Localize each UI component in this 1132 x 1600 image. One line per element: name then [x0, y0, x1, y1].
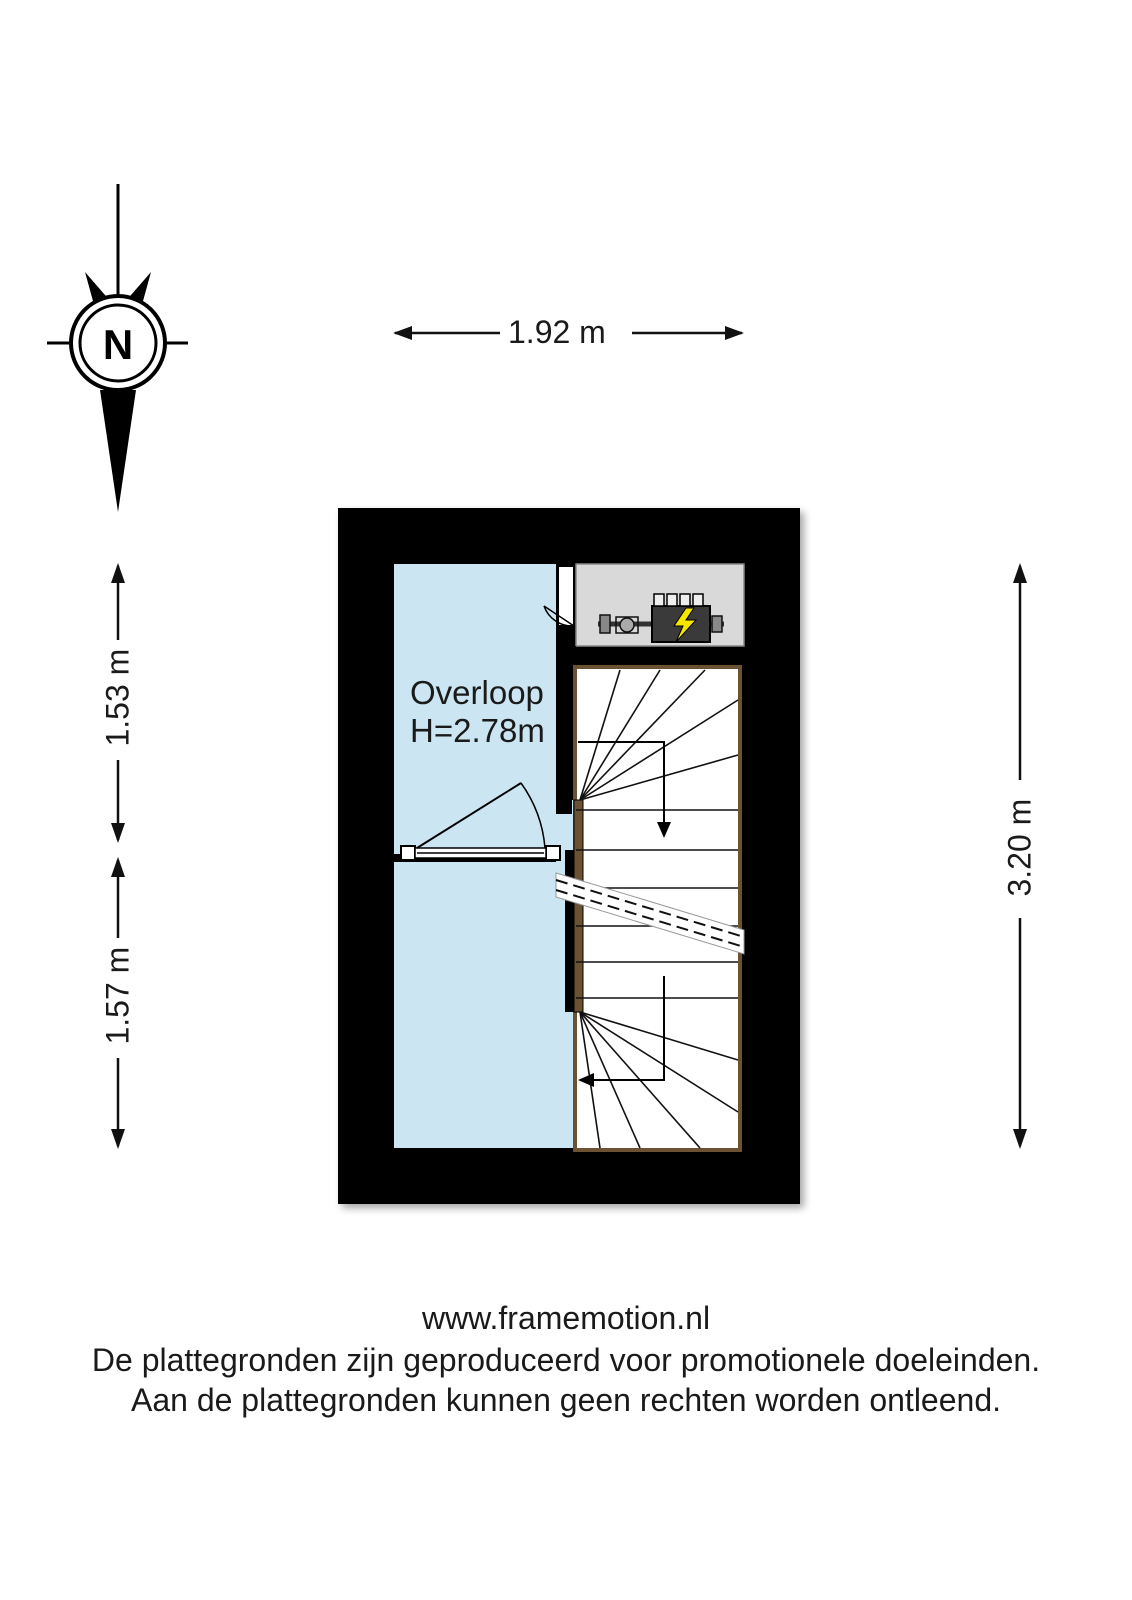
dimension-label-left-upper: 1.53 m [99, 648, 136, 747]
room-name: Overloop [410, 674, 544, 711]
north-arrow-icon [47, 184, 188, 512]
dimension-label-right: 3.20 m [1001, 798, 1038, 897]
dimension-label-width: 1.92 m [508, 314, 606, 350]
room-height: H=2.78m [410, 712, 545, 749]
footer-url: www.framemotion.nl [421, 1300, 711, 1336]
dimension-label-left-lower: 1.57 m [99, 946, 136, 1045]
footer-disclaimer-2: Aan de plattegronden kunnen geen rechten worden ontleend. [130, 1382, 1001, 1418]
footer-disclaimer-1: De plattegronden zijn geproduceerd voor promotionele doeleinden. [91, 1342, 1041, 1378]
staircase-icon [556, 667, 744, 1150]
compass-letter: N [102, 321, 134, 368]
landing-floor-lower [394, 862, 574, 1148]
